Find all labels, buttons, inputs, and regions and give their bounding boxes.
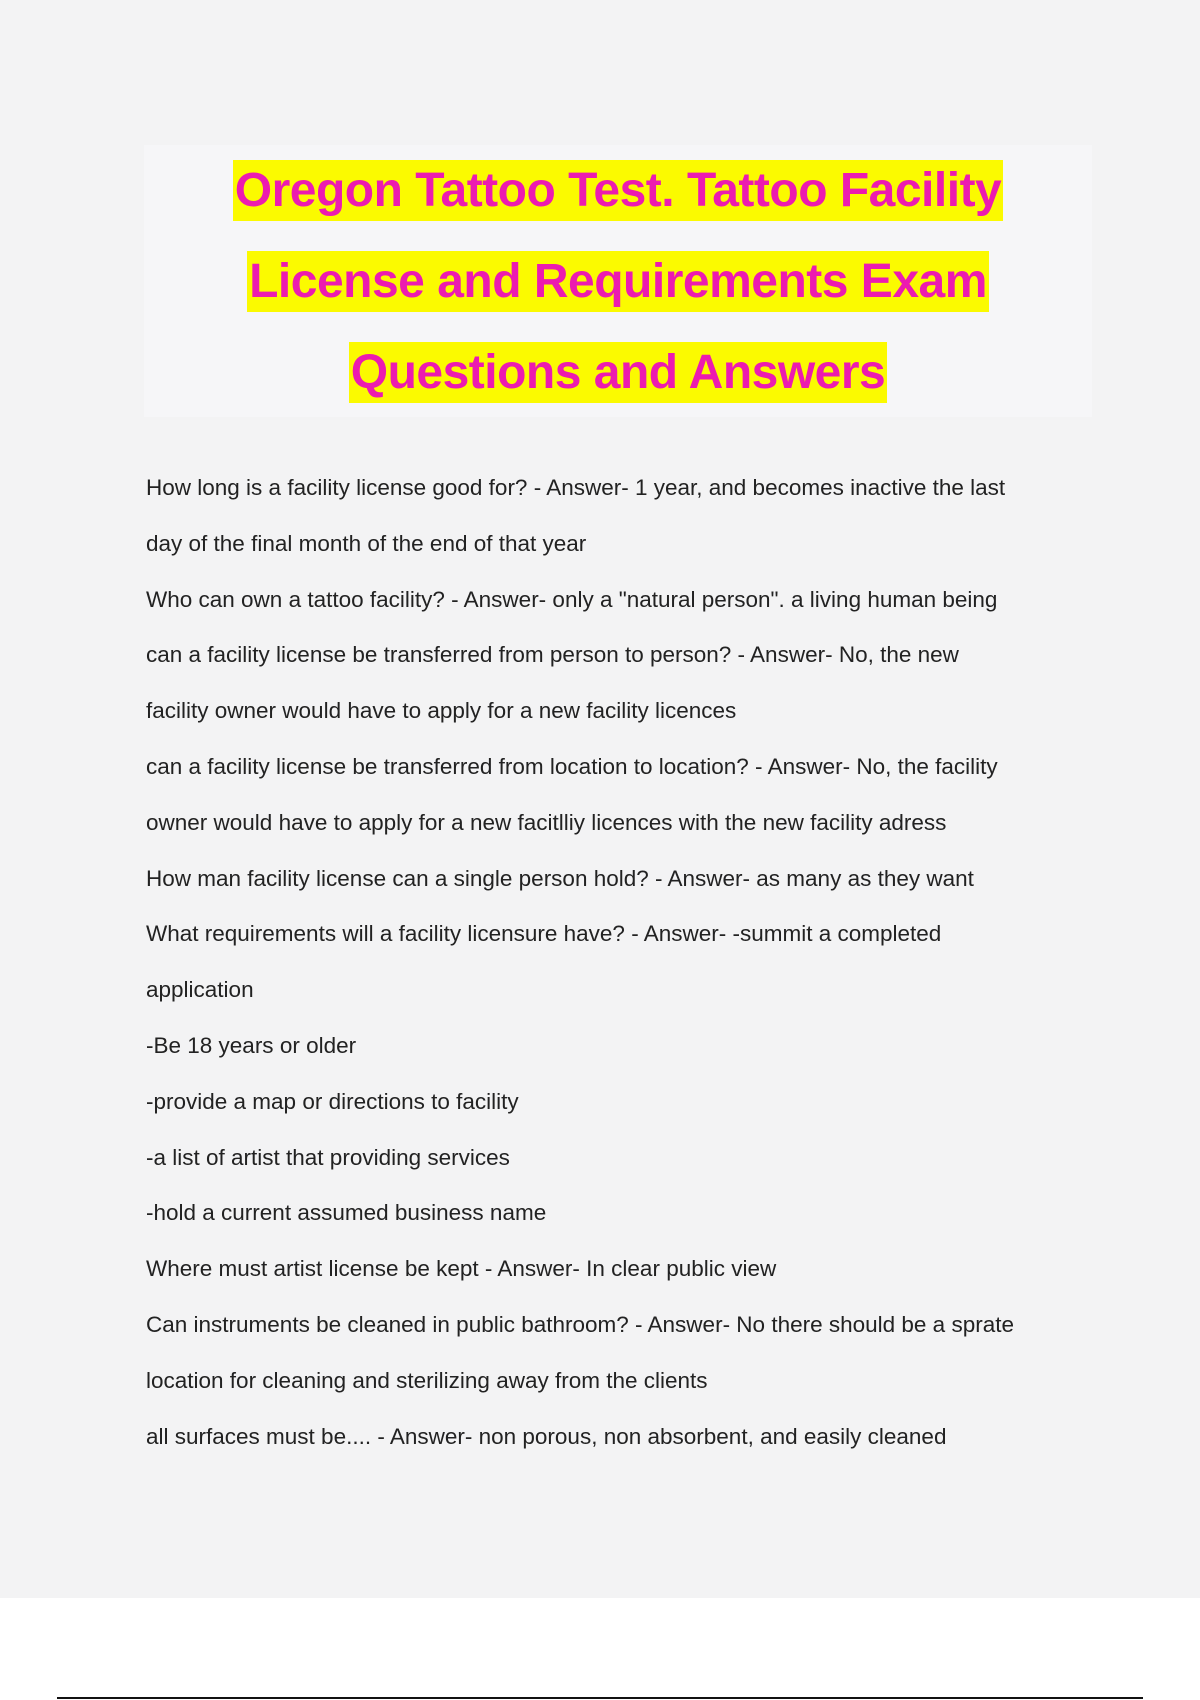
text-line: Can instruments be cleaned in public bathroom? - Answer- No there should be a sprate xyxy=(146,1311,1014,1337)
title-line xyxy=(144,145,1092,236)
text-line: Where must artist license be kept - Answer- In clear public view xyxy=(146,1256,777,1282)
text-line: -provide a map or directions to facility xyxy=(146,1088,519,1114)
document-title xyxy=(144,145,1092,417)
text-line: can a facility license be transferred from person to person? - Answer- No, the new xyxy=(146,642,959,668)
title-text: Questions and Answers xyxy=(349,342,888,403)
text-line: -Be 18 years or older xyxy=(146,1032,357,1058)
text-line: What requirements will a facility licensure have? - Answer- -summit a completed xyxy=(146,921,942,947)
text-line: application xyxy=(146,977,254,1003)
text-line: -a list of artist that providing services xyxy=(146,1144,510,1170)
text-line: can a facility license be transferred from location to location? - Answer- No, the facility xyxy=(146,753,998,779)
title-text: Oregon Tattoo Test. Tattoo Facility xyxy=(233,160,1004,221)
page-divider xyxy=(57,1697,1143,1699)
text-line: How man facility license can a single person hold? - Answer- as many as they want xyxy=(146,865,974,891)
text-line: How long is a facility license good for? - Answer- 1 year, and becomes inactive the last xyxy=(146,475,1006,500)
qa-content xyxy=(146,460,1096,1464)
title-line xyxy=(144,236,1092,327)
title-text: License and Requirements Exam xyxy=(247,251,989,312)
text-line: owner would have to apply for a new facitlliy licences with the new facility adress xyxy=(146,809,947,835)
text-line: all surfaces must be.... - Answer- non porous, non absorbent, and easily cleaned xyxy=(146,1423,947,1449)
text-line: facility owner would have to apply for a new facility licences xyxy=(146,698,737,724)
text-line: Who can own a tattoo facility? - Answer- only a "natural person". a living human being xyxy=(146,586,998,612)
text-line: day of the final month of the end of that year xyxy=(146,530,587,556)
text-line: location for cleaning and sterilizing away from the clients xyxy=(146,1367,708,1393)
title-line xyxy=(144,327,1092,418)
text-line: -hold a current assumed business name xyxy=(146,1200,547,1226)
